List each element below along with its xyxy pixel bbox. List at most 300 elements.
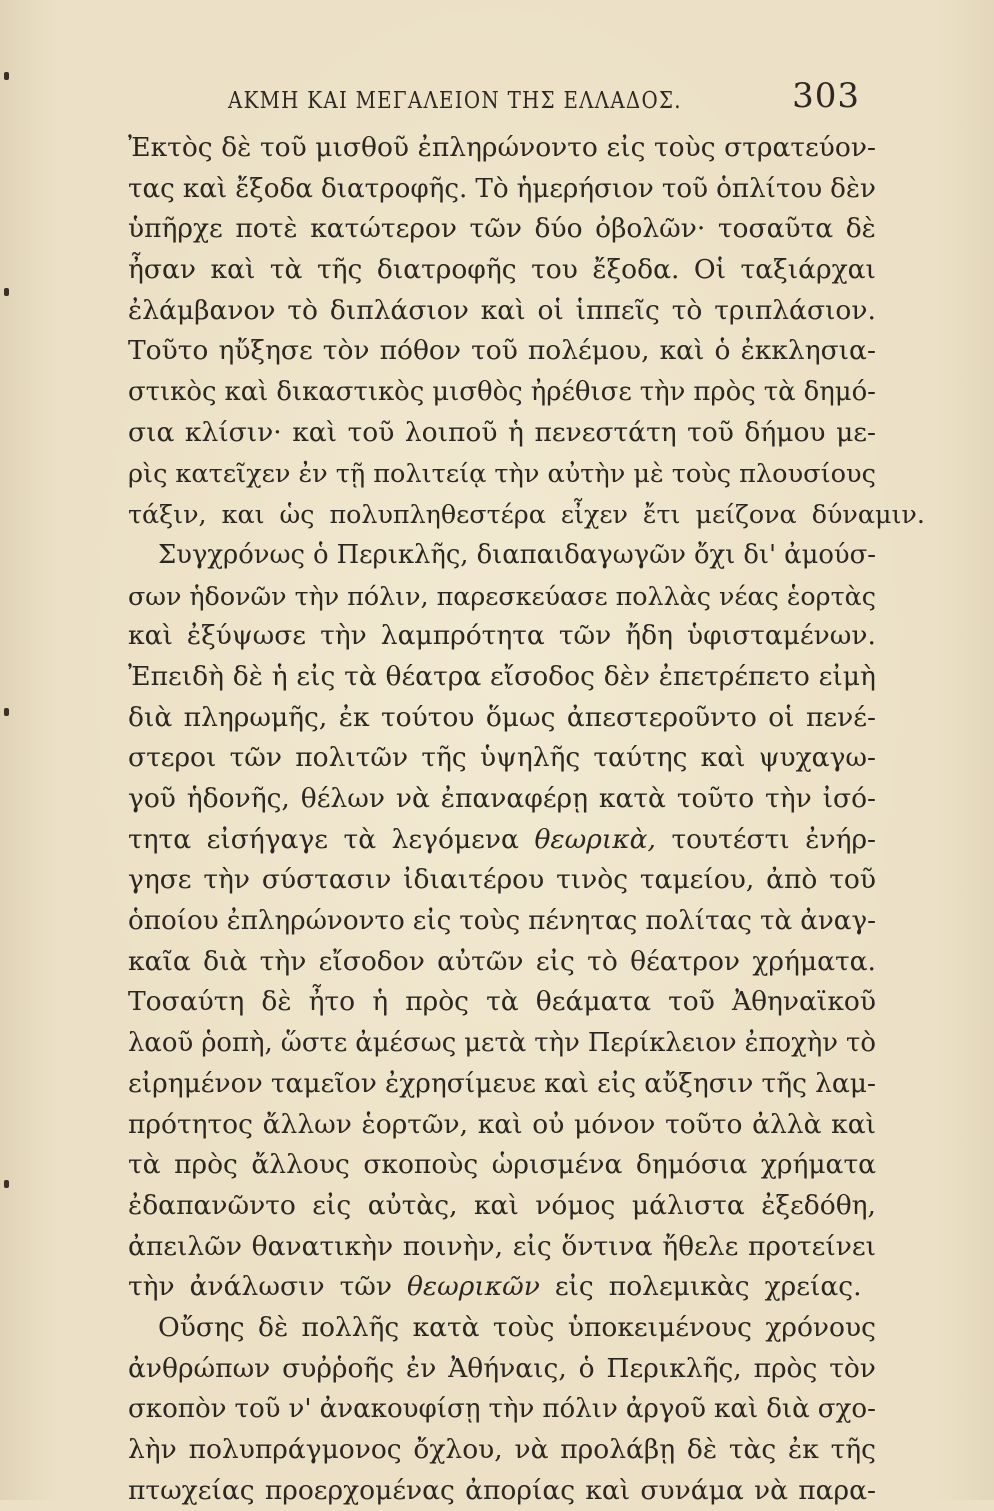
word: με- — [836, 416, 876, 448]
word: τὸν — [829, 1352, 876, 1384]
word: ἤθελε — [662, 1230, 739, 1262]
word: δικαστικὸς — [276, 377, 425, 408]
word: ἤδη — [625, 620, 673, 652]
word: τὸ — [587, 945, 618, 977]
word: καὶ — [544, 1067, 590, 1099]
word: στεροι — [128, 742, 217, 774]
word: σκοπὸν — [128, 1394, 227, 1425]
word: Τοσαύτη — [128, 986, 245, 1018]
word: ἐπαναφέρῃ — [440, 783, 589, 814]
word: ῥοπὴ, — [201, 1028, 273, 1059]
word: παρα- — [798, 1474, 876, 1506]
word: εἰς — [296, 660, 336, 692]
word: θέλων — [300, 783, 385, 814]
word: τοὺς — [654, 132, 716, 163]
word: Τὸ — [475, 173, 509, 204]
word: εἰς — [606, 132, 646, 163]
word: ἀπειλῶν — [128, 1230, 242, 1262]
word: νέας — [718, 580, 779, 611]
word: τητα — [128, 823, 192, 855]
word: ποινὴν, — [402, 1230, 504, 1262]
word: νὰ — [395, 783, 430, 814]
word: λαμ- — [815, 1067, 876, 1099]
word: διατροφῆς — [376, 254, 517, 286]
text-line — [128, 454, 876, 495]
word: μάλιστα — [631, 1189, 745, 1221]
word: πολλὰς — [615, 580, 711, 611]
word: ἀνάλωσιν — [189, 1271, 325, 1303]
word: πόλιν — [542, 1394, 618, 1425]
word: παρεσκεύασε — [436, 580, 608, 611]
word: ἀλλὰ — [752, 1108, 822, 1140]
word: πρὸς — [693, 377, 756, 408]
word: ἐπετρέπετο — [658, 660, 810, 692]
word: ποτὲ — [235, 213, 298, 245]
word: ἀπορίας — [465, 1474, 576, 1506]
word: δὲ — [845, 213, 876, 245]
word: ἐλάμβανον — [128, 294, 276, 326]
text-line — [128, 1023, 876, 1064]
word: χρήματα. — [752, 945, 876, 977]
text-line — [128, 209, 876, 250]
word: λαοῦ — [128, 1028, 194, 1059]
word: πρὸς — [405, 986, 470, 1018]
text-line — [128, 657, 876, 698]
margin-mark — [4, 72, 9, 80]
word: τὴν — [639, 377, 686, 408]
text-line — [128, 576, 876, 617]
word: πολιτείᾳ — [373, 458, 487, 489]
word: πένητας — [528, 906, 638, 937]
word: εἴσοδον — [318, 945, 425, 977]
word: στρατεύον- — [724, 132, 876, 163]
page-number: 303 — [792, 76, 860, 116]
word: διὰ — [128, 701, 173, 733]
word: διὰ — [766, 1394, 810, 1425]
word: ἰδιαιτέρου — [403, 864, 545, 896]
word: διὰ — [203, 945, 248, 977]
word: ἐποχὴν — [744, 1028, 838, 1059]
word: καὶ — [700, 742, 746, 774]
word: δὲ — [686, 1434, 718, 1465]
word: μισθοῦ — [315, 132, 410, 163]
word: πενεστάτη — [534, 416, 677, 448]
word: τας — [128, 173, 175, 204]
word: τὴν — [765, 783, 812, 814]
word: μείζονα — [695, 499, 797, 530]
word: καὶ — [128, 620, 173, 652]
word: πρότητος — [128, 1108, 253, 1140]
running-head: ΑΚΜΗ ΚΑΙ ΜΕΓΑΛΕΙΟΝ ΤΗΣ ΕΛΛΑΔΟΣ. — [228, 88, 682, 114]
word: πληρωμῆς, — [183, 701, 328, 733]
text-line — [128, 1267, 876, 1308]
word: δὲν — [603, 660, 650, 692]
text-line — [128, 982, 876, 1023]
word: Ἀθηναϊκοῦ — [731, 986, 876, 1018]
text-line — [128, 1186, 876, 1227]
word: δημόσια — [635, 1149, 748, 1181]
word: λοιποῦ — [404, 416, 498, 448]
word: τοῦ — [234, 1394, 281, 1425]
word: τὰς — [728, 1434, 777, 1465]
text-line — [128, 1105, 876, 1146]
word: εἰς — [554, 1271, 594, 1303]
word: καὶ — [480, 294, 526, 326]
word: τοῦ — [259, 132, 307, 163]
margin-mark — [4, 1180, 9, 1188]
word: ἔξοδα. — [592, 254, 680, 286]
word: τοῦ — [829, 864, 876, 896]
word: εἰς — [597, 1067, 637, 1099]
word: γησε — [128, 864, 192, 896]
word: ἐξεδόθη, — [761, 1189, 876, 1221]
word: πρὸς — [753, 1352, 818, 1384]
word: θεάματα — [535, 986, 652, 1018]
word: ὑψηλῆς — [479, 742, 581, 774]
text-line — [128, 250, 876, 291]
word: ὄχλου, — [413, 1434, 503, 1465]
word: ἀπεστεροῦντο — [566, 701, 757, 733]
text-line — [128, 860, 876, 901]
word: ψυχαγω- — [758, 742, 876, 774]
word: πενέ- — [806, 701, 876, 733]
word: οὐ — [532, 1108, 565, 1140]
word: ὁ — [714, 335, 731, 367]
word: τὸ — [846, 1028, 876, 1059]
word: εἶχεν — [560, 499, 628, 530]
word: γοῦ — [128, 783, 176, 814]
word: ἡ — [508, 416, 524, 448]
word: ταξιάρχαι — [740, 254, 876, 286]
word: τὸ — [287, 294, 319, 326]
word: τὴν — [128, 1271, 175, 1303]
text-line — [128, 128, 876, 169]
word: θεωρικῶν — [406, 1271, 540, 1303]
body-text — [128, 128, 925, 1511]
word: λαμπρότητα — [380, 620, 545, 652]
word: ὁπλίτου — [716, 173, 823, 204]
word: κατὰ — [412, 1311, 480, 1343]
word: τουτέστι — [671, 823, 790, 855]
word: θέατρον — [630, 945, 741, 977]
word: τὴν — [494, 458, 540, 489]
word: ἐκ — [788, 1434, 819, 1465]
word: ἐν — [298, 458, 328, 489]
word: δήμου — [744, 416, 826, 448]
text-line — [128, 738, 876, 779]
word: τοσαῦτα — [717, 213, 834, 245]
word: ἐνήρ- — [805, 823, 876, 855]
word: ἠρέθισε — [530, 377, 632, 408]
text-line — [128, 1308, 876, 1349]
word: ἐπληρώνοντο — [226, 906, 405, 937]
word: ἔτι — [642, 499, 681, 530]
word: τῶν — [339, 1271, 392, 1303]
word: ἦτο — [308, 986, 356, 1018]
word: Περίκλειον — [587, 1028, 737, 1059]
word: Οἱ — [693, 254, 727, 286]
word: ηὔξησε — [218, 335, 313, 367]
word: τοῦ — [347, 416, 395, 448]
word: Περικλῆς, — [606, 1352, 742, 1384]
word: στικὸς — [128, 377, 217, 408]
word: σια — [128, 416, 175, 448]
word: τῆς — [421, 742, 467, 774]
word: δύναμιν. — [811, 499, 925, 530]
word: πόλιν, — [347, 580, 429, 611]
word: ὅντινα — [561, 1230, 653, 1262]
word: ἀναγ- — [800, 906, 876, 937]
word: διαπαιδαγωγῶν — [476, 539, 686, 570]
word: πολλῆς — [301, 1311, 400, 1343]
word: μόνον — [574, 1108, 656, 1140]
word: ὄχι — [693, 539, 736, 570]
word: καὶ — [714, 1394, 759, 1425]
word: ὁποίου — [128, 906, 219, 937]
word: τῶν — [558, 620, 612, 652]
word: εἰρημένον — [128, 1067, 263, 1099]
word: σχο- — [817, 1394, 876, 1425]
word: ταμείου, — [639, 864, 755, 896]
text-line — [128, 331, 876, 372]
word: λὴν — [128, 1434, 177, 1465]
text-line — [128, 820, 876, 861]
text-line — [128, 1389, 876, 1430]
word: τοῦ — [687, 416, 734, 448]
word: τὴν — [534, 1028, 580, 1059]
word: τῶν — [229, 742, 282, 774]
word: πολέμου, — [527, 335, 650, 367]
word: πολίτας — [645, 906, 752, 937]
word: ἐκ — [338, 701, 370, 733]
word: λεγόμενα — [391, 823, 519, 855]
word: ἐν — [405, 1352, 437, 1384]
word: ἄλλους — [251, 1149, 350, 1181]
word: ἡμερήσιον — [516, 173, 654, 204]
text-line — [128, 901, 876, 942]
word: ὅμως — [485, 701, 556, 733]
word: αὔξησιν — [644, 1067, 754, 1099]
word: τῇ — [335, 458, 366, 489]
word: τῶν — [469, 213, 522, 245]
word: καὶ — [210, 254, 256, 286]
word: Ἐπειδὴ — [128, 660, 224, 692]
word: τὰ — [760, 906, 793, 937]
word: τοὺς — [492, 1311, 555, 1343]
word: καὶ — [477, 1108, 523, 1140]
word: τριπλάσιον. — [714, 294, 876, 326]
page-header — [228, 76, 868, 120]
word: τούτου — [380, 701, 475, 733]
word: δι' — [743, 539, 777, 570]
text-line — [128, 1064, 876, 1105]
word: πλουσίους — [739, 458, 876, 489]
text-line — [128, 942, 876, 983]
word: δὲ — [232, 660, 263, 692]
word: νόμος — [535, 1189, 616, 1221]
word: μισθὸς — [432, 377, 523, 408]
word: ν' — [288, 1394, 312, 1425]
word: τοῦ — [668, 986, 715, 1018]
word: τὴν — [294, 580, 340, 611]
word: τὴν — [203, 864, 251, 896]
word: ἐκκλησια- — [740, 335, 876, 367]
word: του — [531, 254, 578, 286]
word: χρόνους — [765, 1311, 876, 1343]
word: τῆς — [830, 1434, 876, 1465]
word: ἐχρησίμευε — [384, 1067, 536, 1099]
word: ἀμούσ- — [784, 539, 876, 570]
word: προλάβῃ — [560, 1434, 676, 1465]
word: ἀμέσως — [355, 1028, 457, 1059]
word: κατεῖχεν — [175, 458, 291, 489]
word: χρείας. — [764, 1271, 862, 1303]
word: ἀπὸ — [766, 864, 818, 896]
word: μὲ — [633, 458, 664, 489]
word: τὰ — [763, 377, 796, 408]
word: κατώτερον — [310, 213, 457, 245]
text-line — [128, 1145, 876, 1186]
word: δὲν — [830, 173, 876, 204]
word: αὐτῶν — [437, 945, 524, 977]
word: ἄλλων — [262, 1108, 352, 1140]
word: δὲ — [258, 1311, 289, 1343]
word: καὶ — [182, 173, 228, 204]
word: σων — [128, 580, 182, 611]
word: πολυπληθεστέρα — [329, 499, 546, 530]
word: τοὺς — [671, 458, 732, 489]
word: εἴσοδος — [490, 660, 595, 692]
word: τὰ — [343, 823, 377, 855]
word: ὀβολῶν· — [595, 213, 706, 245]
word: ὑφισταμένων. — [687, 620, 876, 652]
word: μετὰ — [464, 1028, 527, 1059]
word: συῤῥοῆς — [282, 1352, 395, 1384]
word: τοῦ — [661, 173, 709, 204]
word: εἰσήγαγε — [206, 823, 329, 855]
word: ἰσό- — [822, 783, 876, 814]
word: πόθον — [379, 335, 461, 367]
word: κατὰ — [598, 783, 666, 814]
text-line — [128, 616, 876, 657]
word: τὸν — [322, 335, 370, 367]
word: σύστασιν — [261, 864, 392, 896]
word: ἡ — [372, 986, 389, 1018]
word: τινὸς — [556, 864, 629, 896]
word: προερχομένας — [264, 1474, 455, 1506]
word: ἀνθρώπων — [128, 1352, 271, 1384]
word: ἀνακουφίσῃ — [319, 1394, 481, 1425]
margin-mark — [4, 708, 9, 716]
word: θέατρα — [385, 660, 482, 692]
text-line — [128, 169, 876, 210]
word: διπλάσιον — [329, 294, 469, 326]
word: πολιτῶν — [295, 742, 409, 774]
word: τοῦτο — [665, 1108, 743, 1140]
word: δὲ — [221, 132, 252, 163]
text-line — [128, 372, 876, 413]
word: προτείνει — [748, 1230, 876, 1262]
word: ἡδονῶν — [189, 580, 287, 611]
word: καὶ — [473, 1189, 519, 1221]
text-line — [128, 1227, 876, 1268]
word: τῆς — [761, 1067, 807, 1099]
word: ταύτης — [593, 742, 688, 774]
word: ἀργοῦ — [625, 1394, 706, 1425]
word: τοῦτο — [676, 783, 755, 814]
word: τοῦ — [471, 335, 518, 367]
word: πτωχείας — [128, 1474, 255, 1506]
word: συνάμα — [640, 1474, 744, 1506]
word: νὰ — [514, 1434, 549, 1465]
word: χρήματα — [760, 1149, 876, 1181]
text-line — [128, 494, 925, 535]
word: ἡδονῆς, — [186, 783, 290, 814]
word: τὸ — [671, 294, 703, 326]
word: ἑορτῶν, — [361, 1108, 469, 1140]
word: ἡ — [271, 660, 288, 692]
word: οἱ — [537, 294, 564, 326]
word: θανατικὴν — [251, 1230, 394, 1262]
word: ἦσαν — [128, 254, 196, 286]
word: ἐπληρώνοντο — [417, 132, 598, 163]
text-line — [128, 779, 876, 820]
word: καῖα — [128, 945, 191, 977]
word: τῆς — [316, 254, 363, 286]
word: νὰ — [753, 1474, 788, 1506]
word: οἱ — [768, 701, 795, 733]
word: ὡς — [279, 499, 315, 530]
word: ἑορτὰς — [786, 580, 876, 611]
word: ἐξύψωσε — [186, 620, 307, 652]
word: ὥστε — [280, 1028, 348, 1059]
word: αὐτὴν — [547, 458, 626, 489]
word: Ἀθήναις, — [448, 1352, 567, 1384]
margin-mark — [4, 288, 9, 296]
word: ἔξοδα — [235, 173, 313, 204]
word: τὰ — [486, 986, 519, 1018]
word: καὶ — [292, 416, 338, 448]
word: τὴν — [320, 620, 367, 652]
word: καὶ — [585, 1474, 631, 1506]
word: τὰ — [128, 1149, 161, 1181]
text-line — [128, 698, 876, 739]
word: κλίσιν· — [184, 416, 282, 448]
word: τοὺς — [459, 906, 521, 937]
word: πολεμικὰς — [608, 1271, 750, 1303]
word: τὴν — [259, 945, 307, 977]
word: καὶ — [659, 335, 705, 367]
text-line — [128, 1471, 876, 1511]
word: ὁ — [578, 1352, 595, 1384]
word: διατροφῆς. — [320, 173, 468, 204]
word: καὶ — [831, 1108, 876, 1140]
text-line — [128, 291, 876, 332]
word: ὁ — [313, 539, 329, 570]
word: δύο — [534, 213, 583, 245]
text-line — [128, 1430, 876, 1471]
word: σκοποὺς — [363, 1149, 479, 1181]
word: ἱππεῖς — [575, 294, 660, 326]
word: εἰς — [312, 1189, 352, 1221]
word: Συγχρόνως — [158, 539, 306, 570]
word: Οὔσης — [158, 1311, 245, 1343]
word: ρὶς — [128, 458, 168, 489]
word: εἰς — [512, 1230, 552, 1262]
text-line — [128, 535, 876, 576]
word: και — [221, 499, 265, 530]
word: εἰς — [412, 906, 452, 937]
